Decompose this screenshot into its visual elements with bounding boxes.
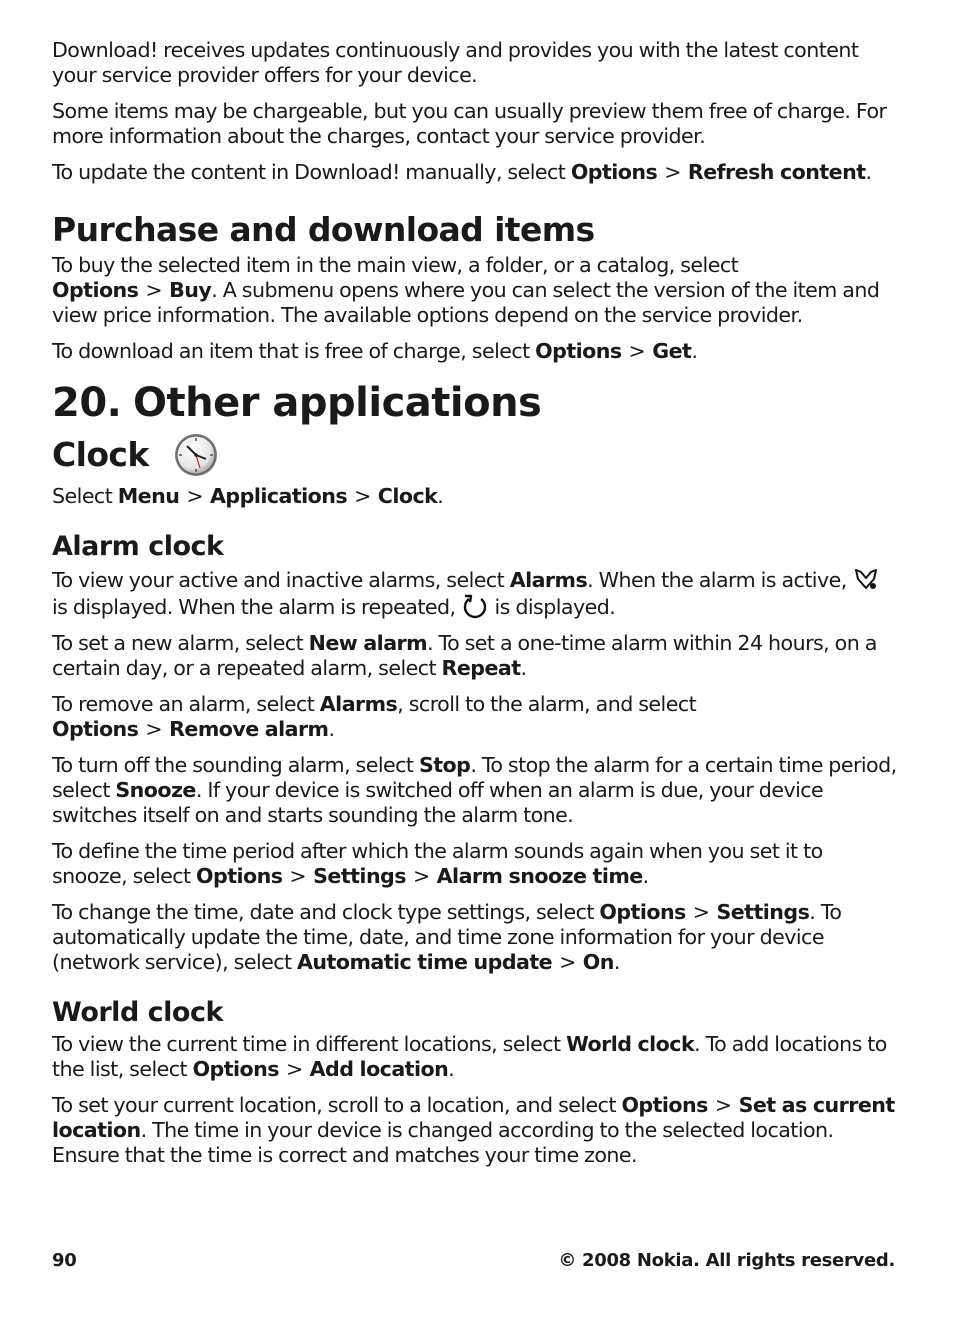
alarm-clock-heading: Alarm clock	[52, 531, 224, 562]
chapter-title	[52, 378, 897, 428]
clock-select-path: Select Menu > Applications > Clock.	[52, 484, 444, 508]
chapter-number: 20.	[52, 380, 122, 426]
chapter-title-text: Other applications	[133, 380, 542, 426]
alarm-paragraph-6: To change the time, date and clock type settings, select Options > Settings. To automatically update the time, date, and time zone information for your device (network service), select Automatic time update > On.	[52, 900, 842, 974]
world-paragraph-1: To view the current time in different locations, select World clock. To add locations to the list, select Options > Add location.	[52, 1032, 887, 1081]
clock-heading-text: Clock	[52, 435, 149, 474]
world-paragraph-2: To set your current location, scroll to a location, and select Options > Set as current location. The time in your device is changed according to the selected location. Ensure that the time is correct and matches your time zone.	[52, 1093, 895, 1167]
intro-paragraph-3: To update the content in Download! manually, select Options > Refresh content.	[52, 160, 872, 184]
document-page	[52, 38, 897, 1179]
alarm-paragraph-4: To turn off the sounding alarm, select Stop. To stop the alarm for a certain time period, select Snooze. If your device is switched off when an alarm is due, your device switches itself on and starts sounding the alarm tone.	[52, 753, 897, 827]
page-footer	[52, 1250, 895, 1271]
alarm-paragraph-1: To view your active and inactive alarms, select Alarms. When the alarm is active, is displayed. When the alarm is repeated, is displayed.	[52, 566, 897, 620]
world-clock-heading: World clock	[52, 997, 223, 1028]
alarm-paragraph-5: To define the time period after which the alarm sounds again when you set it to snooze, select Options > Settings > Alarm snooze time.	[52, 839, 823, 888]
intro-paragraph-1: Download! receives updates continuously and provides you with the latest content your service provider offers for your device.	[52, 38, 859, 87]
intro-paragraph-2: Some items may be chargeable, but you can usually preview them free of charge. For more information about the charges, contact your service provider.	[52, 99, 887, 148]
alarm-paragraph-3: To remove an alarm, select Alarms, scroll to the alarm, and select Options > Remove alarm.	[52, 692, 697, 741]
repeat-icon	[461, 593, 489, 619]
copyright-notice: © 2008 Nokia. All rights reserved.	[558, 1250, 895, 1271]
page-number: 90	[52, 1250, 77, 1271]
clock-icon	[173, 432, 219, 478]
purchase-paragraph-1: To buy the selected item in the main view, a folder, or a catalog, select Options > Buy. A submenu opens where you can select the version of the item and view price information. The available options depend on the service provider.	[52, 253, 880, 327]
alarm-paragraph-2: To set a new alarm, select New alarm. To set a one-time alarm within 24 hours, on a certain day, or a repeated alarm, select Repeat.	[52, 631, 877, 680]
alarm-active-icon	[852, 566, 880, 592]
purchase-paragraph-2: To download an item that is free of charge, select Options > Get.	[52, 339, 698, 363]
purchase-heading: Purchase and download items	[52, 210, 595, 249]
clock-heading	[52, 432, 897, 478]
